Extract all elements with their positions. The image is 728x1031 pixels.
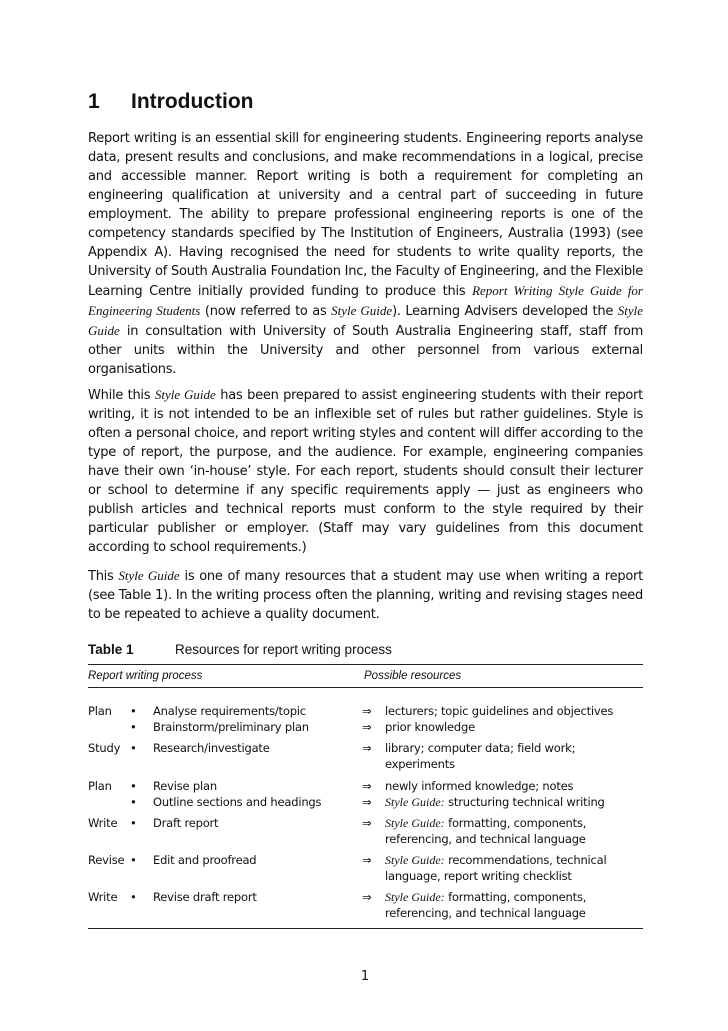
bullet-icon: • (130, 704, 137, 718)
text-run: Report writing is an essential skill for engineering students. Engineering reports analyse data, present results and conclusions, and make recommendations in a logical, precise and accessible manner. Report writing is both a requirement for completing an engineering qualification at university and a central part of succeeding in future employment. The ability to prepare professional engineering reports is one of the competency standards specified by The Institution of Engineers, Australia (1993) (see Appendix A). Having recognised the need for students to write quality reports, the University of South Australia Foundation Inc, the Faculty of Engineering, and the Flexible Learning Centre initially provided funding to produce this (88, 131, 643, 299)
process-step (130, 815, 360, 831)
resource-item (362, 719, 643, 735)
table-header (88, 665, 643, 687)
resources-cell (362, 852, 643, 884)
style-guide-italic: Style Guide (118, 568, 180, 583)
style-guide-italic: Style Guide (154, 387, 216, 402)
resource-item (362, 778, 643, 794)
text-run: This (88, 569, 119, 584)
table-caption (88, 641, 643, 659)
stage-label: Plan (88, 779, 112, 793)
resources-cell (362, 740, 643, 772)
process-steps (130, 740, 360, 756)
process-step (130, 778, 360, 794)
section-heading (88, 87, 648, 117)
bullet-icon: • (130, 720, 137, 734)
resource-item (362, 794, 643, 810)
text-run: ). Learning Advisers developed the (392, 304, 618, 319)
stage-label: Plan (88, 704, 112, 718)
resource-text: formatting, components, referencing, and technical language (385, 816, 587, 846)
bullet-icon: • (130, 779, 137, 793)
resource-item (362, 740, 643, 772)
stage-label: Study (88, 741, 121, 755)
style-guide-italic: Style Guide: (385, 890, 445, 904)
style-guide-italic: Style Guide: (385, 816, 445, 830)
stage-label: Write (88, 816, 118, 830)
step-text: Outline sections and headings (153, 795, 322, 809)
resources-cell (362, 889, 643, 921)
table-label: Table 1 (88, 642, 134, 657)
bullet-icon: • (130, 816, 137, 830)
arrow-icon: ⇒ (362, 816, 372, 830)
process-steps (130, 815, 360, 831)
text-run: in consultation with University of South Australia Engineering staff, staff from other units within the University and other personnel from various external organisations. (88, 324, 643, 377)
process-steps (130, 703, 360, 735)
stage-label: Revise (88, 853, 125, 867)
text-run: is one of many resources that a student may use when writing a report (see Table 1). In the writing process often the planning, writing and revising stages need to be repeated to achieve a quality document. (88, 569, 643, 622)
step-text: Edit and proofread (153, 853, 257, 867)
section-number: 1 (88, 90, 100, 113)
arrow-icon: ⇒ (362, 795, 372, 809)
process-steps (130, 889, 360, 905)
step-text: Revise plan (153, 779, 217, 793)
resource-text: formatting, components, referencing, and technical language (385, 890, 587, 920)
resource-item (362, 889, 643, 921)
resources-cell (362, 778, 643, 810)
resource-text: prior knowledge (385, 720, 475, 734)
text-run: While this (88, 388, 155, 403)
process-steps (130, 778, 360, 810)
process-step (130, 889, 360, 905)
bullet-icon: • (130, 795, 137, 809)
resource-text: structuring technical writing (444, 795, 605, 809)
style-guide-italic: Style Guide: (385, 795, 445, 809)
process-step (130, 852, 360, 868)
bullet-icon: • (130, 890, 137, 904)
resources-cell (362, 815, 643, 847)
guide-title-italic: Report Writing Style Guide for Engineering Students (88, 283, 643, 318)
arrow-icon: ⇒ (362, 741, 372, 755)
process-step (130, 719, 360, 735)
resource-item (362, 815, 643, 847)
process-steps (130, 852, 360, 868)
intro-paragraph (88, 129, 643, 379)
table-title: Resources for report writing process (175, 642, 392, 657)
process-step (130, 794, 360, 810)
bullet-icon: • (130, 741, 137, 755)
resource-item (362, 703, 643, 719)
arrow-icon: ⇒ (362, 779, 372, 793)
process-step (130, 703, 360, 719)
table-header-rule (88, 687, 643, 688)
column-header-resources: Possible resources (364, 670, 462, 682)
arrow-icon: ⇒ (362, 720, 372, 734)
step-text: Revise draft report (153, 890, 257, 904)
step-text: Research/investigate (153, 741, 270, 755)
resource-text: newly informed knowledge; notes (385, 779, 574, 793)
resource-text: lecturers; topic guidelines and objectives (385, 704, 614, 718)
arrow-icon: ⇒ (362, 704, 372, 718)
process-step (130, 740, 360, 756)
section-title: Introduction (131, 90, 254, 113)
step-text: Draft report (153, 816, 219, 830)
style-guide-italic: Style Guide (331, 303, 393, 318)
style-guide-italic: Style Guide (88, 303, 643, 338)
style-guide-italic: Style Guide: (385, 853, 445, 867)
resource-text: library; computer data; field work; experiments (385, 741, 576, 771)
bullet-icon: • (130, 853, 137, 867)
arrow-icon: ⇒ (362, 890, 372, 904)
resources-cell (362, 703, 643, 735)
stage-label: Write (88, 890, 118, 904)
resource-text: recommendations, technical language, report writing checklist (385, 853, 607, 883)
arrow-icon: ⇒ (362, 853, 372, 867)
table-bottom-rule (88, 928, 643, 929)
page-number: 1 (360, 969, 370, 984)
resource-item (362, 852, 643, 884)
resources-paragraph (88, 566, 643, 624)
step-text: Analyse requirements/topic (153, 704, 306, 718)
column-header-process: Report writing process (88, 670, 203, 682)
text-run: (now referred to as (200, 304, 332, 319)
guidelines-paragraph (88, 385, 643, 557)
step-text: Brainstorm/preliminary plan (153, 720, 309, 734)
text-run: has been prepared to assist engineering students with their report writing, it is not intended to be an inflexible set of rules but rather guidelines. Style is often a personal choice, and report writing styles and content will differ according to the type of report, the purpose, and the audience. For example, engineering companies have their own ‘in-house’ style. For each report, students should consult their lecturer or school to determine if any specific requirements apply — just as engineers who publish articles and technical reports must conform to the style required by their particular publisher or employer. (Staff may vary guidelines from this document according to school requirements.) (88, 388, 643, 555)
